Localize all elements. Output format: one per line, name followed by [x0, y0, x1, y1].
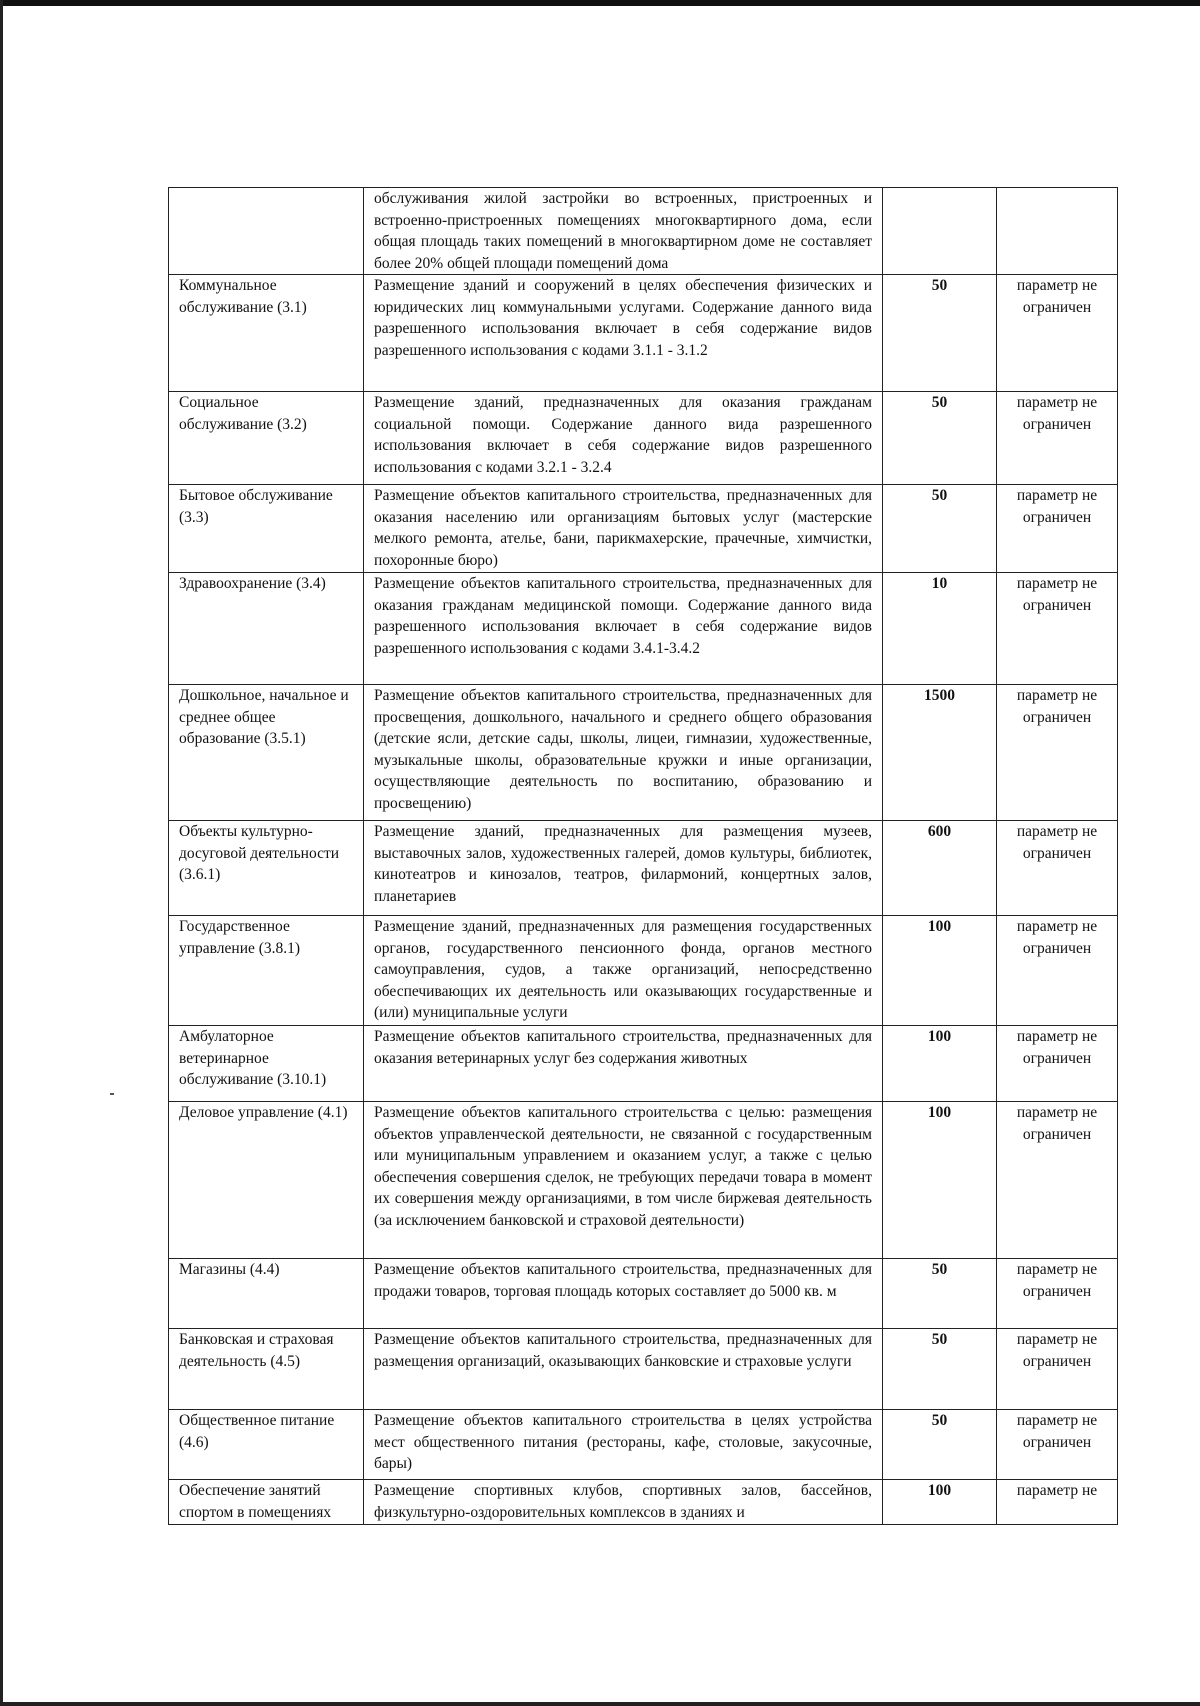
table-row [169, 1410, 1118, 1480]
max-area-value: параметр не ограничен [997, 916, 1118, 1026]
max-area-value: параметр не ограничен [997, 685, 1118, 821]
use-type-description: Размещение зданий, предназначенных для размещения государственных органов, государственного пенсионного фонда, органов местного самоуправления, судов, а также организаций, непосредственно обеспечивающих их деятельность или оказывающих государственные и (или) муниципальные услуги [364, 916, 883, 1026]
table-row [169, 1329, 1118, 1410]
max-area-value: параметр не ограничен [997, 821, 1118, 916]
max-area-value: параметр не ограничен [997, 1259, 1118, 1329]
use-type-description: Размещение объектов капитального строительства в целях устройства мест общественного питания (рестораны, кафе, столовые, закусочные, бары) [364, 1410, 883, 1480]
min-area-value: 50 [883, 392, 997, 485]
min-area-value: 100 [883, 1026, 997, 1102]
min-area-value [883, 188, 997, 275]
max-area-value: параметр не ограничен [997, 573, 1118, 685]
use-type-description: Размещение зданий и сооружений в целях обеспечения физических и юридических лиц коммунальными услугами. Содержание данного вида разрешенного использования включает в себя содержание видов разрешенного использования с кодами 3.1.1 - 3.1.2 [364, 275, 883, 392]
min-area-value: 1500 [883, 685, 997, 821]
table-row [169, 1480, 1118, 1525]
max-area-value: параметр не ограничен [997, 275, 1118, 392]
use-type-name: Государственное управление (3.8.1) [169, 916, 364, 1026]
table-row [169, 821, 1118, 916]
max-area-value: параметр не ограничен [997, 1410, 1118, 1480]
use-type-description: Размещение объектов капитального строительства, предназначенных для оказания ветеринарных услуг без содержания животных [364, 1026, 883, 1102]
table-row [169, 188, 1118, 275]
table-row [169, 916, 1118, 1026]
use-type-name: Обеспечение занятий спортом в помещениях [169, 1480, 364, 1525]
table-row [169, 485, 1118, 573]
max-area-value: параметр не ограничен [997, 1102, 1118, 1259]
scan-border-left [0, 0, 3, 1706]
use-type-description: Размещение объектов капитального строительства, предназначенных для просвещения, дошкольного, начального и среднего общего образования (детские ясли, детские сады, школы, лицеи, гимназии, художественные, музыкальные школы, образовательные кружки и иные организации, осуществляющие деятельность по воспитанию, образованию и просвещению) [364, 685, 883, 821]
table-row [169, 573, 1118, 685]
use-type-name: Магазины (4.4) [169, 1259, 364, 1329]
table-row [169, 392, 1118, 485]
scan-speck [110, 1093, 114, 1095]
max-area-value: параметр не ограничен [997, 1329, 1118, 1410]
max-area-value [997, 188, 1118, 275]
max-area-value: параметр не ограничен [997, 1026, 1118, 1102]
min-area-value: 50 [883, 1329, 997, 1410]
use-type-name: Амбулаторное ветеринарное обслуживание (3.10.1) [169, 1026, 364, 1102]
min-area-value: 10 [883, 573, 997, 685]
use-type-name: Здравоохранение (3.4) [169, 573, 364, 685]
min-area-value: 100 [883, 916, 997, 1026]
use-type-description: Размещение объектов капитального строительства, предназначенных для оказания гражданам медицинской помощи. Содержание данного вида разрешенного использования включает в себя содержание видов разрешенного использования с кодами 3.4.1-3.4.2 [364, 573, 883, 685]
table-row [169, 1026, 1118, 1102]
table-row [169, 1102, 1118, 1259]
min-area-value: 50 [883, 1259, 997, 1329]
use-type-description: Размещение спортивных клубов, спортивных залов, бассейнов, физкультурно-оздоровительных комплексов в зданиях и [364, 1480, 883, 1525]
min-area-value: 100 [883, 1480, 997, 1525]
max-area-value: параметр не ограничен [997, 392, 1118, 485]
use-type-name: Бытовое обслуживание (3.3) [169, 485, 364, 573]
use-type-name: Деловое управление (4.1) [169, 1102, 364, 1259]
use-type-description: Размещение зданий, предназначенных для размещения музеев, выставочных залов, художественных галерей, домов культуры, библиотек, кинотеатров и кинозалов, театров, филармоний, концертных залов, планетариев [364, 821, 883, 916]
table-row [169, 685, 1118, 821]
use-type-name: Социальное обслуживание (3.2) [169, 392, 364, 485]
table-row [169, 275, 1118, 392]
use-type-name: Банковская и страховая деятельность (4.5) [169, 1329, 364, 1410]
scan-border-top [0, 0, 1200, 6]
max-area-value: параметр не [997, 1480, 1118, 1525]
min-area-value: 50 [883, 1410, 997, 1480]
use-type-name [169, 188, 364, 275]
use-type-description: Размещение зданий, предназначенных для оказания гражданам социальной помощи. Содержание данного вида разрешенного использования включает в себя содержание видов разрешенного использования с кодами 3.2.1 - 3.2.4 [364, 392, 883, 485]
min-area-value: 50 [883, 485, 997, 573]
min-area-value: 50 [883, 275, 997, 392]
table-row [169, 1259, 1118, 1329]
min-area-value: 600 [883, 821, 997, 916]
use-type-description: Размещение объектов капитального строительства, предназначенных для размещения организаций, оказывающих банковские и страховые услуги [364, 1329, 883, 1410]
use-type-name: Объекты культурно-досуговой деятельности (3.6.1) [169, 821, 364, 916]
use-type-description: Размещение объектов капитального строительства с целью: размещения объектов управленческой деятельности, не связанной с государственным или муниципальным управлением и оказанием услуг, а также с целью обеспечения совершения сделок, не требующих передачи товара в момент их совершения между организациями, в том числе биржевая деятельность (за исключением банковской и страховой деятельности) [364, 1102, 883, 1259]
use-type-name: Коммунальное обслуживание (3.1) [169, 275, 364, 392]
land-use-table [168, 187, 1118, 1525]
use-type-description: обслуживания жилой застройки во встроенных, пристроенных и встроенно-пристроенных помещениях многоквартирного дома, если общая площадь таких помещений в многоквартирном доме не составляет более 20% общей площади помещений дома [364, 188, 883, 275]
use-type-description: Размещение объектов капитального строительства, предназначенных для продажи товаров, торговая площадь которых составляет до 5000 кв. м [364, 1259, 883, 1329]
use-type-description: Размещение объектов капитального строительства, предназначенных для оказания населению или организациям бытовых услуг (мастерские мелкого ремонта, ателье, бани, парикмахерские, прачечные, химчистки, похоронные бюро) [364, 485, 883, 573]
land-use-table-body [169, 188, 1118, 1525]
use-type-name: Общественное питание (4.6) [169, 1410, 364, 1480]
use-type-name: Дошкольное, начальное и среднее общее образование (3.5.1) [169, 685, 364, 821]
min-area-value: 100 [883, 1102, 997, 1259]
max-area-value: параметр не ограничен [997, 485, 1118, 573]
scan-border-bottom [0, 1702, 1200, 1706]
